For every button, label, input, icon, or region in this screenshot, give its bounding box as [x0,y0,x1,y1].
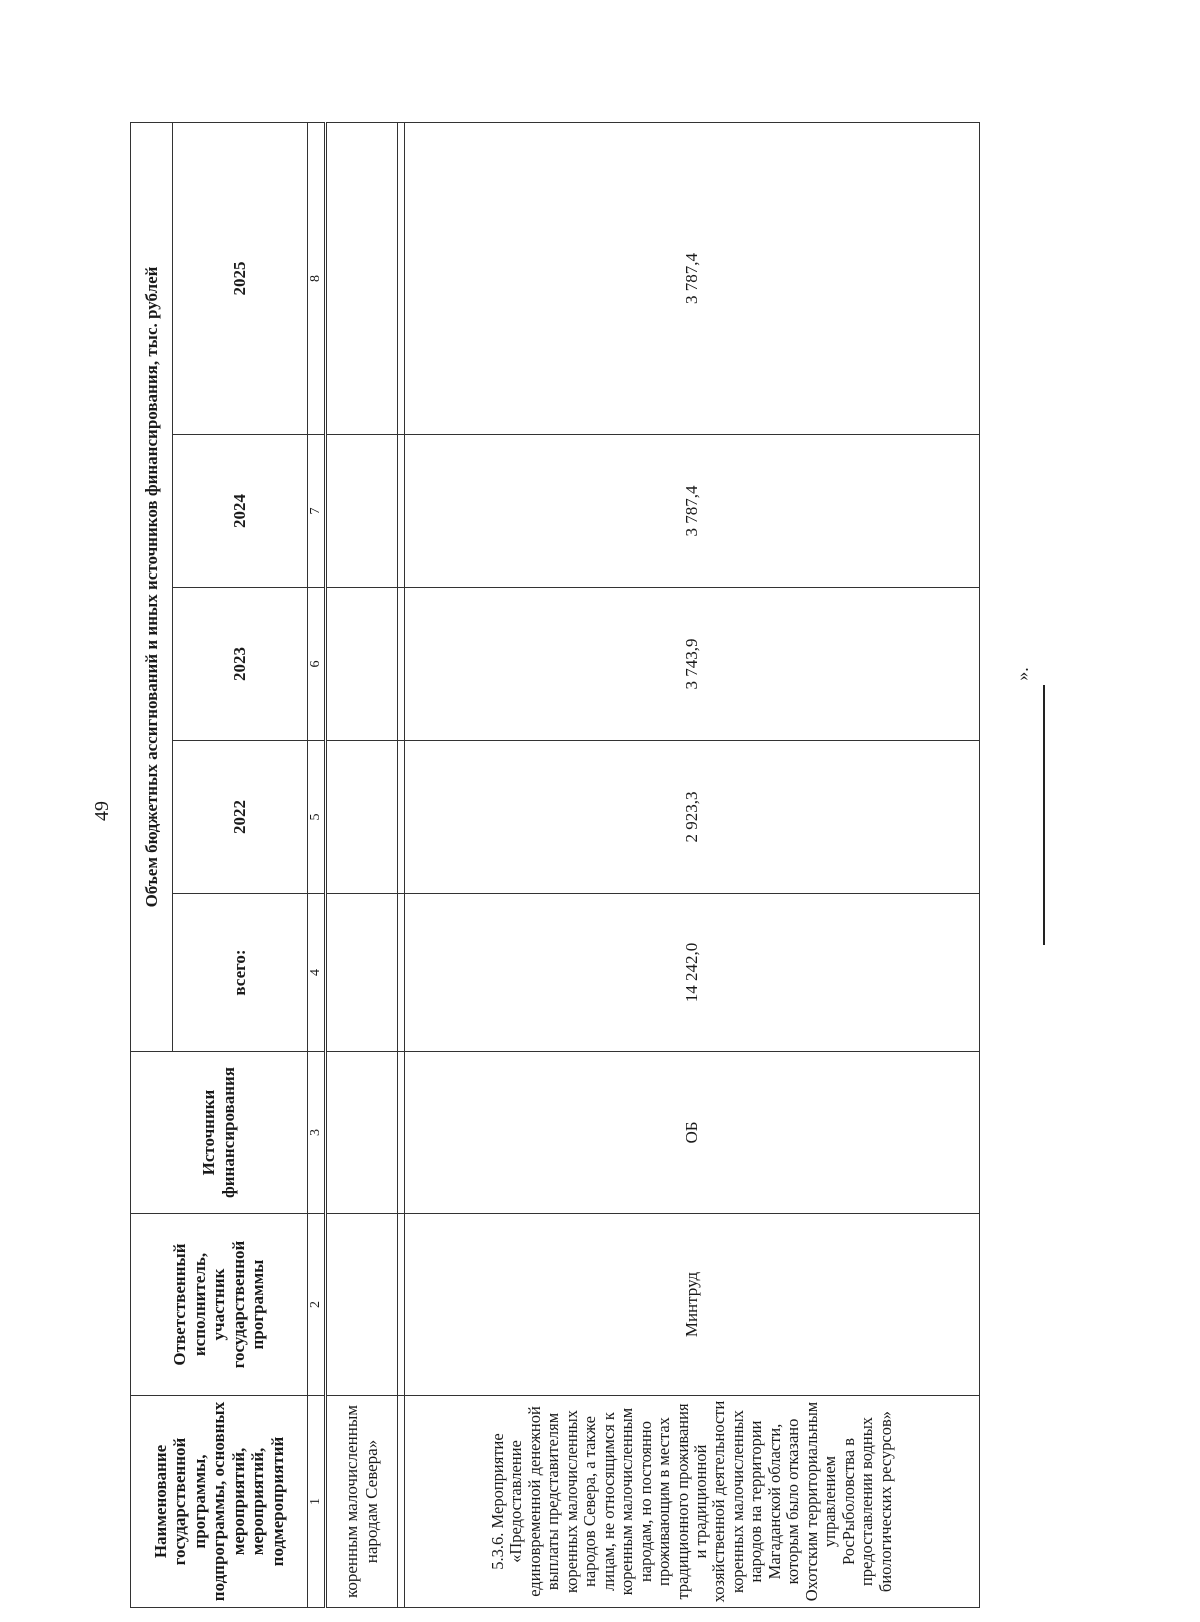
empty-cell [326,741,398,894]
continuation-row [326,122,398,1607]
gap-cell [398,122,405,434]
gap-cell [398,1052,405,1214]
gap-cell [398,894,405,1052]
column-number: 1 [308,1396,326,1608]
gap-cell [398,1214,405,1396]
column-number: 6 [308,588,326,741]
row-2022-cell: 2 923,3 [405,741,980,894]
header-2024: 2024 [173,435,308,588]
row-source-cell: ОБ [405,1052,980,1214]
row-name-cell: 5.3.6. Мероприятие «Предоставление единовременной денежной выплаты представителям коренных малочисленных народов Севера, а также лицам, не относящимся к коренным малочисленным народам, но постоянно проживающим в местах традиционного проживания и традиционной хозяйственной деятельности коренных малочисленных народов на территории Магаданской области, которым было отказано Охотским территориальным управлением РосРыболовства в предоставлении водных биологических ресурсов» [405,1396,980,1608]
financing-table [130,122,980,1608]
column-number: 8 [308,122,326,434]
empty-cell [326,1052,398,1214]
row-2025-cell: 3 787,4 [405,122,980,434]
gap-cell [398,741,405,894]
continuation-name-cell: коренным малочисленным народам Севера» [326,1396,398,1608]
closing-divider-line [1043,685,1045,945]
row-2023-cell: 3 743,9 [405,588,980,741]
column-number: 5 [308,741,326,894]
gap-cell [398,435,405,588]
header-2022: 2022 [173,741,308,894]
closing-quote-mark: ». [1012,667,1032,681]
header-source: Источники финансирования [131,1052,308,1214]
header-executor: Ответственный исполнитель, участник государственной программы [131,1214,308,1396]
row-total-cell: 14 242,0 [405,894,980,1052]
header-volume-group: Объем бюджетных ассигнований и иных источников финансирования, тыс. рублей [131,122,173,1051]
gap-cell [398,588,405,741]
empty-cell [326,435,398,588]
empty-cell [326,588,398,741]
empty-cell [326,894,398,1052]
header-name: Наименование государственной программы, подпрограммы, основных мероприятий, мероприятий, подмероприятий [131,1396,308,1608]
column-number-row [308,122,326,1607]
column-number: 2 [308,1214,326,1396]
empty-cell [326,1214,398,1396]
empty-cell [326,122,398,434]
header-total: всего: [173,894,308,1052]
row-executor-cell: Минтруд [405,1214,980,1396]
page-number: 49 [91,801,113,821]
table-row [405,122,980,1607]
column-number: 3 [308,1052,326,1214]
gap-row [398,122,405,1607]
row-2024-cell: 3 787,4 [405,435,980,588]
financing-table-wrapper [130,123,980,1608]
gap-cell [398,1396,405,1608]
header-2025: 2025 [173,122,308,434]
column-number: 7 [308,435,326,588]
header-2023: 2023 [173,588,308,741]
column-number: 4 [308,894,326,1052]
